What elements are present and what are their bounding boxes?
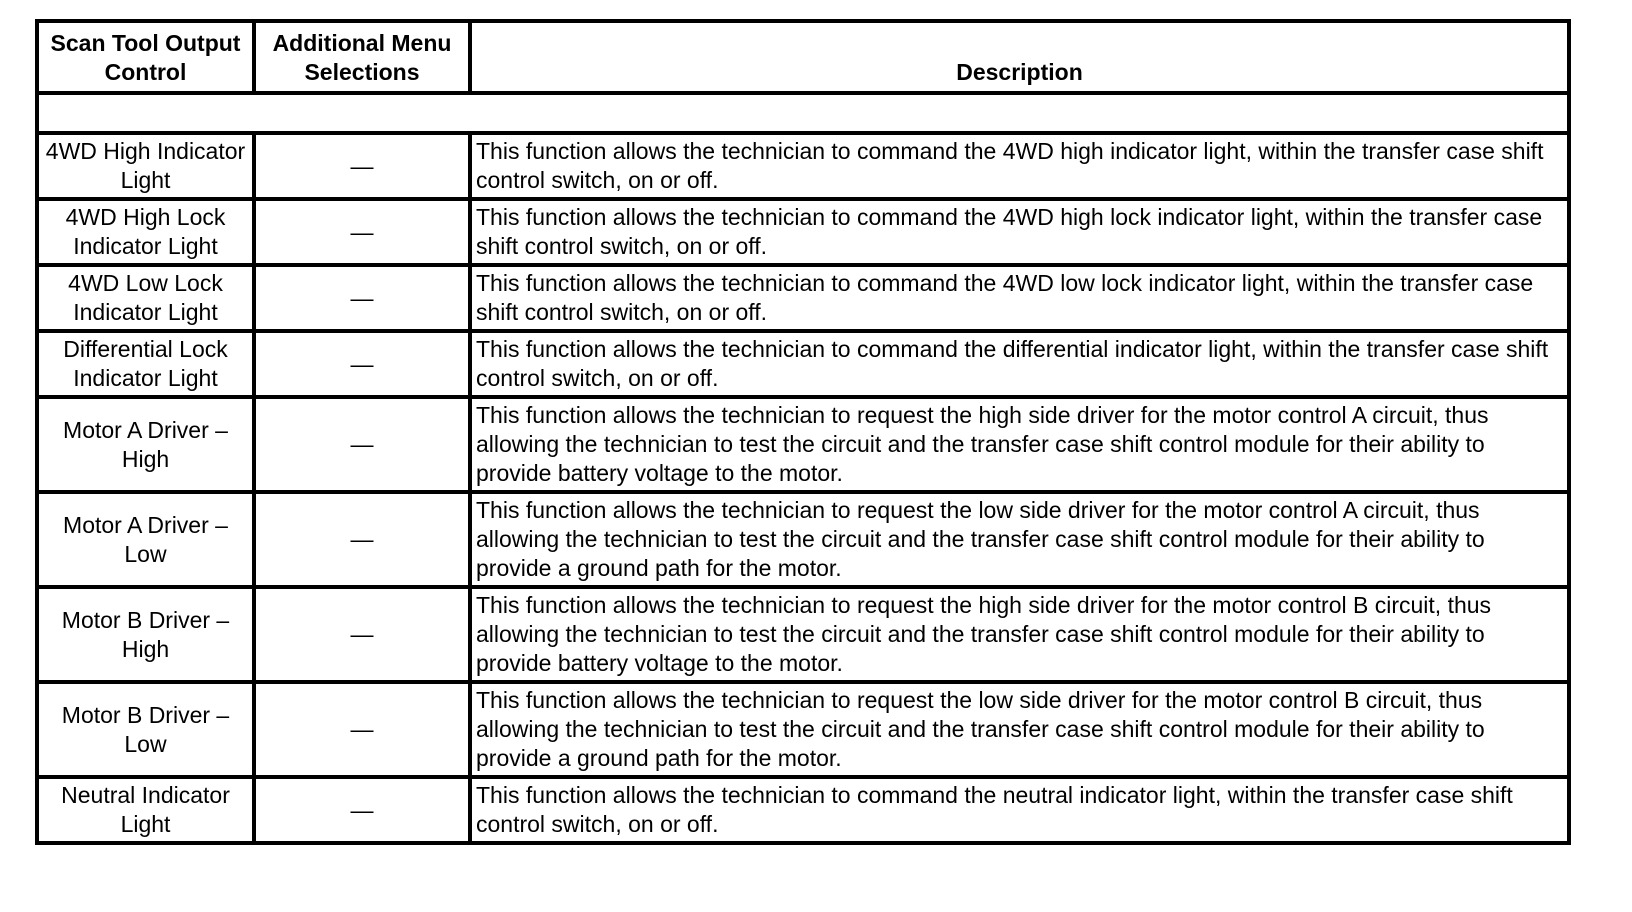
row-menu: —: [254, 587, 470, 682]
header-description: [470, 21, 1569, 93]
row-name: 4WD Low Lock Indicator Light: [37, 265, 254, 331]
row-name: Motor A Driver – Low: [37, 492, 254, 587]
row-menu: —: [254, 133, 470, 199]
header-menu-selections-label: Additional Menu Selections: [272, 30, 452, 85]
section-cell: [37, 93, 1569, 133]
row-description: This function allows the technician to request the high side driver for the motor control B circuit, thus allowing the technician to test the circuit and the transfer case shift control module for their ability to provide battery voltage to the motor.: [470, 587, 1569, 682]
header-description-label: Description: [956, 59, 1083, 85]
table-row: [37, 777, 1569, 843]
row-description: This function allows the technician to request the low side driver for the motor control B circuit, thus allowing the technician to test the circuit and the transfer case shift control module for their ability to provide a ground path for the motor.: [470, 682, 1569, 777]
row-menu: —: [254, 331, 470, 397]
row-menu: —: [254, 199, 470, 265]
table-row: [37, 397, 1569, 492]
table-row: [37, 199, 1569, 265]
row-description: This function allows the technician to request the high side driver for the motor control A circuit, thus allowing the technician to test the circuit and the transfer case shift control module for their ability to provide battery voltage to the motor.: [470, 397, 1569, 492]
row-menu: —: [254, 265, 470, 331]
row-description: This function allows the technician to command the 4WD high lock indicator light, within the transfer case shift control switch, on or off.: [470, 199, 1569, 265]
output-control-table-wrapper: [35, 19, 1571, 845]
row-name: Neutral Indicator Light: [37, 777, 254, 843]
row-description: This function allows the technician to request the low side driver for the motor control A circuit, thus allowing the technician to test the circuit and the transfer case shift control module for their ability to provide a ground path for the motor.: [470, 492, 1569, 587]
row-description: This function allows the technician to command the neutral indicator light, within the transfer case shift control switch, on or off.: [470, 777, 1569, 843]
row-menu: —: [254, 492, 470, 587]
row-name: Motor B Driver – High: [37, 587, 254, 682]
header-output-control-label: Scan Tool Output Control: [50, 30, 241, 85]
row-name: 4WD High Lock Indicator Light: [37, 199, 254, 265]
table-row: [37, 133, 1569, 199]
table-row: [37, 587, 1569, 682]
row-menu: —: [254, 397, 470, 492]
row-description: This function allows the technician to command the 4WD low lock indicator light, within the transfer case shift control switch, on or off.: [470, 265, 1569, 331]
row-name: Differential Lock Indicator Light: [37, 331, 254, 397]
row-description: This function allows the technician to command the differential indicator light, within the transfer case shift control switch, on or off.: [470, 331, 1569, 397]
row-menu: —: [254, 682, 470, 777]
row-name: Motor B Driver – Low: [37, 682, 254, 777]
row-name: 4WD High Indicator Light: [37, 133, 254, 199]
row-name: Motor A Driver – High: [37, 397, 254, 492]
row-menu: —: [254, 777, 470, 843]
header-menu-selections: [254, 21, 470, 93]
output-control-table: [35, 19, 1571, 845]
header-output-control: [37, 21, 254, 93]
table-row: [37, 331, 1569, 397]
table-row: [37, 265, 1569, 331]
table-header-row: [37, 21, 1569, 93]
table-row: [37, 682, 1569, 777]
row-description: This function allows the technician to command the 4WD high indicator light, within the transfer case shift control switch, on or off.: [470, 133, 1569, 199]
table-row: [37, 492, 1569, 587]
section-row: [37, 93, 1569, 133]
